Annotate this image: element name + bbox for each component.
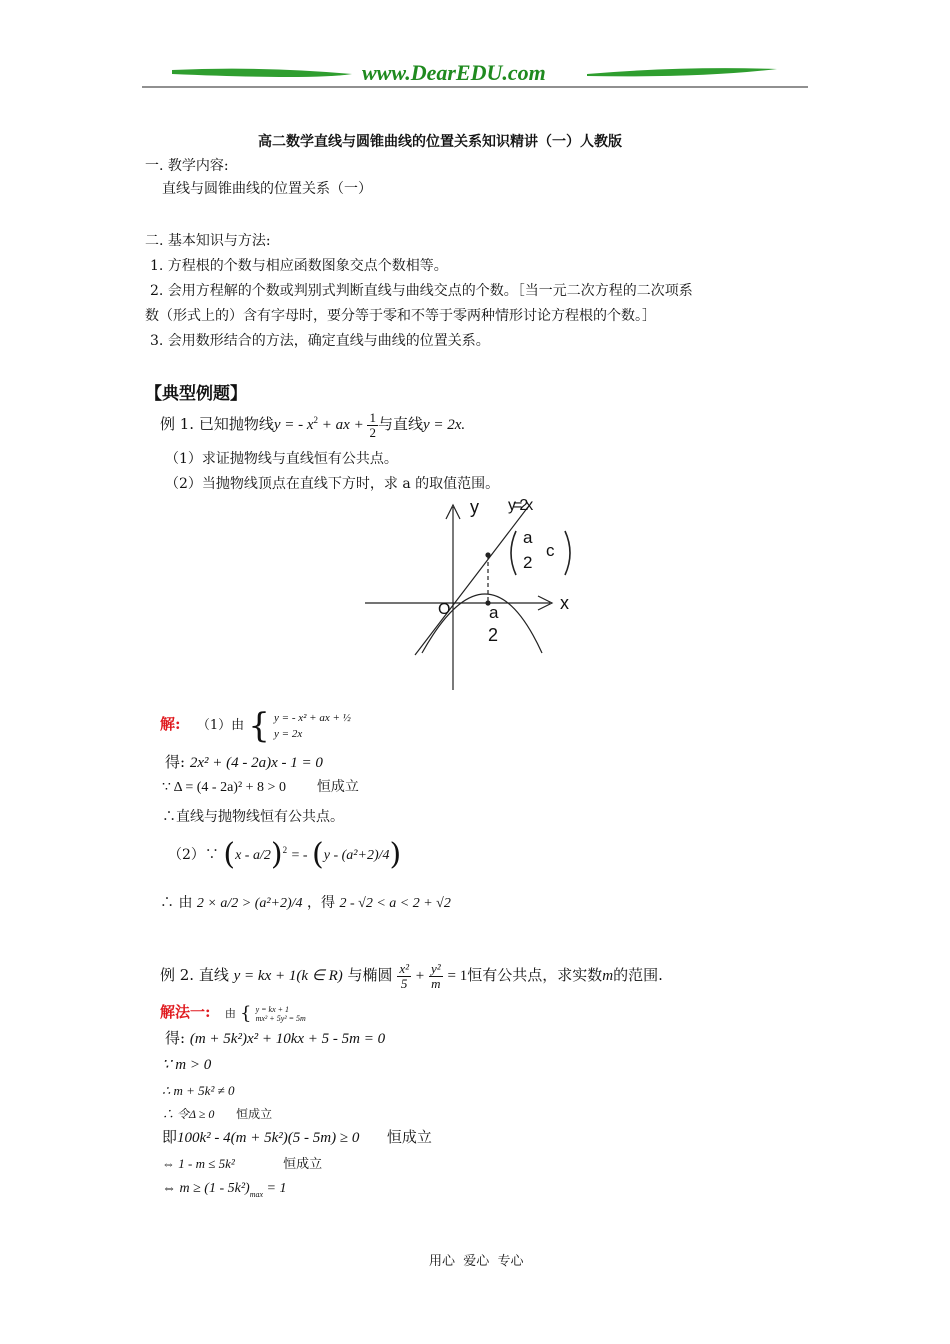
derived-label: 得: — [165, 753, 186, 771]
example-1-line-eq: y = 2x. — [422, 417, 466, 433]
line-y-2x — [415, 507, 528, 655]
solution-2-header — [160, 1000, 306, 1026]
solution-2-line-4 — [162, 1128, 432, 1147]
solution-2-line-3-tail: 恒成立 — [236, 1107, 273, 1121]
solution-1-header — [160, 706, 351, 744]
figure-foot-2: 2 — [488, 625, 499, 645]
solution-2-line-4-tail: 恒成立 — [386, 1128, 432, 1146]
vertex-label-paren-left — [511, 531, 516, 575]
discriminant-expression: ∵ Δ = (4 - 2a)² + 8 > 0 — [162, 780, 286, 795]
solution-2-line-5-tail: 恒成立 — [283, 1157, 323, 1172]
solution-2-by: 由 — [224, 1007, 236, 1020]
example-1-prefix: 例 1. 已知抛物线 — [160, 415, 274, 433]
range-therefore: ∴ 由 — [160, 895, 193, 911]
solution-1-derived — [165, 753, 323, 772]
example-2-line: y = kx + 1(k ∈ R) — [233, 968, 343, 984]
section-2-item-2a: 2. 会用方程解的个数或判别式判断直线与曲线交点的个数。［当一元二次方程的二次项系 — [150, 283, 693, 299]
ellipse-y-term — [429, 962, 443, 991]
solution-2-line-4-expr: 100k² - 4(m + 5k²)(5 - 5m) ≥ 0 — [177, 1130, 360, 1146]
system-equations — [274, 710, 351, 742]
figure-y-label: y — [470, 497, 479, 517]
solution-2-line-2: ∴ m + 5k² ≠ 0 — [162, 1083, 235, 1098]
examples-heading: 【典型例题】 — [145, 384, 247, 404]
system-eq-1: y = - x² + ax + ½ — [274, 711, 351, 724]
vertex-point — [485, 552, 490, 557]
example-1-parabola-eq: y = - x — [273, 417, 314, 433]
figure-vertex-2: 2 — [523, 553, 533, 572]
figure-vertex-a: a — [523, 528, 533, 547]
solution-2-line-5-expr: ⇔ 1 - m ≤ 5k² — [162, 1156, 235, 1171]
section-1-heading: 一. 教学内容: — [145, 158, 229, 174]
solution-2-line-6 — [162, 1180, 286, 1204]
solution-2-line-4-ji: 即 — [162, 1128, 178, 1146]
system-brace: { — [248, 705, 270, 746]
section-2-item-1: 1. 方程根的个数与相应函数图象交点个数相等。 — [150, 258, 448, 274]
section-2-item-3: 3. 会用数形结合的方法，确定直线与曲线的位置关系。 — [150, 333, 490, 349]
example-1-question-2: （2）当抛物线顶点在直线下方时，求 a 的取值范围。 — [165, 476, 500, 492]
solution-2-line-1: ∵ m > 0 — [162, 1057, 212, 1073]
system-eq-2: y = 2x — [274, 727, 303, 740]
example-1-question-1: （1）求证抛物线与直线恒有公共点。 — [165, 451, 398, 467]
half-numerator: 1 — [369, 409, 376, 425]
example-2-mid: 与椭圆 — [347, 966, 393, 984]
system-2-eq-2: mx² + 5y² = 5m — [255, 1013, 306, 1023]
solution-2-line-3-expr: ∴ 令Δ ≥ 0 — [162, 1107, 215, 1121]
range-de: ，得 — [307, 895, 336, 911]
solution-1-discriminant — [162, 778, 359, 797]
left-paren-close: ) — [270, 837, 283, 872]
example-2-statement: 例 2. 直线 y = kx + 1(k ∈ R) 与椭圆 $\frac{\text{x²}}{5}$ + $\frac{\text{y²}}{m}$ = 1恒有公共点，求实数m的范围. — [160, 960, 663, 991]
left-paren-open: ( — [223, 837, 236, 872]
figure-origin-label: O — [438, 601, 451, 618]
example-2-suffix: 恒有公共点，求实数 — [467, 966, 603, 984]
example-1-mid-text: 与直线 — [377, 415, 423, 433]
always-holds-1: 恒成立 — [316, 779, 359, 795]
right-paren-open: ( — [312, 837, 324, 872]
solution-2-line-5 — [162, 1155, 322, 1174]
example-1-half — [367, 411, 378, 440]
page-footer: 用心 爱心 专心 — [429, 1254, 524, 1269]
ellipse-y-den: m — [431, 975, 441, 991]
figure-vertex-c: c — [546, 541, 555, 560]
system-2-eq-1: y = kx + 1 — [255, 1004, 290, 1014]
section-2-heading: 二. 基本知识与方法: — [145, 233, 271, 249]
example-2-prefix: 例 2. 直线 — [160, 966, 229, 984]
page-title: 高二数学直线与圆锥曲线的位置关系知识精讲（一）人教版 — [258, 134, 622, 150]
ellipse-x-num: x² — [399, 960, 409, 976]
ellipse-eq: = 1 — [447, 968, 468, 984]
example-2-suffix-2: 的范围. — [613, 966, 663, 984]
solution-2-line-3 — [162, 1105, 272, 1123]
logo-text: www.DearEDU.com — [362, 60, 546, 85]
solution-1-part-2: （2）∵ (x - a/2)$^2$ = - (y - (a²+2)/4) — [168, 837, 402, 872]
solution-2-label: 解法一: — [160, 1003, 211, 1021]
solution-part-1: （1）由 — [196, 718, 245, 733]
solution-1-range — [160, 885, 451, 922]
solution-2-line-6-expr: ⇔ m ≥ (1 - 5k²) — [162, 1181, 250, 1196]
derived-equation: 2x² + (4 - 2a)x - 1 = 0 — [189, 755, 323, 771]
header-logo — [142, 62, 808, 92]
system-2-equations — [256, 1005, 306, 1023]
ellipse-x-den: 5 — [400, 975, 408, 991]
section-2-item-2b: 数（形式上的）含有字母时，要分等于零和不等于零两种情形讨论方程根的个数。］ — [145, 308, 656, 324]
solution-label: 解: — [160, 715, 181, 733]
range-result: 2 - √2 < a < 2 + √2 — [339, 896, 451, 911]
ellipse-x-term — [397, 962, 411, 991]
right-paren-close: ) — [389, 837, 402, 872]
figure-svg — [360, 495, 590, 695]
part-2-label: （2）∵ — [168, 847, 219, 863]
ellipse-y-num: y² — [431, 960, 441, 976]
part-2-left: x - a/2 — [235, 848, 271, 863]
example-1-square: 2 — [313, 415, 319, 425]
example-1-eq-mid: + ax + — [318, 417, 368, 433]
example-1-figure — [360, 495, 590, 695]
figure-x-label: x — [560, 593, 569, 613]
section-1-content: 直线与圆锥曲线的位置关系（一） — [162, 181, 372, 197]
solution-2-de: 得: — [165, 1029, 186, 1047]
vertex-label-paren-right — [565, 531, 570, 575]
part-2-right: y - (a²+2)/4 — [323, 848, 390, 863]
solution-2-equation: (m + 5k²)x² + 10kx + 5 - 5m = 0 — [189, 1031, 386, 1047]
solution-2-derived — [165, 1029, 385, 1048]
range-inequality: 2 × a/2 > (a²+2)/4 — [196, 896, 303, 911]
half-denominator: 2 — [369, 424, 376, 440]
solution-2-line-6-end: = 1 — [263, 1181, 287, 1196]
figure-line-label: y=2x — [508, 497, 531, 514]
figure-foot-a: a — [489, 603, 499, 622]
example-1-statement — [160, 402, 465, 443]
system-2-brace: { — [239, 1002, 252, 1024]
example-2-var-m: m — [602, 968, 614, 984]
solution-1-conclusion: ∴直线与抛物线恒有公共点。 — [162, 809, 344, 825]
part-2-eq: = - — [291, 848, 308, 863]
solution-2-line-6-sub: max — [249, 1190, 264, 1199]
